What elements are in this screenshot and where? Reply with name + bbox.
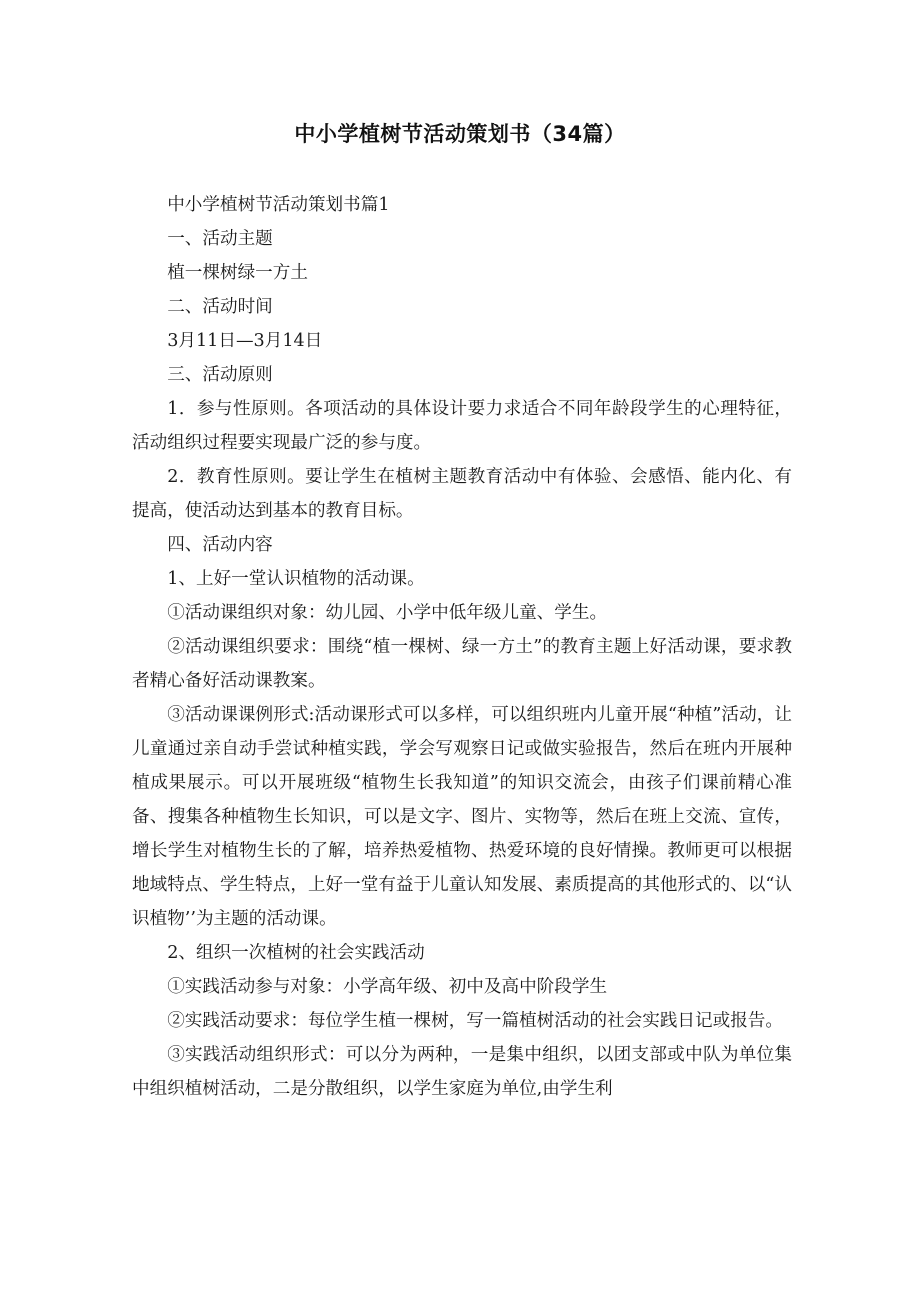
section-heading: 中小学植树节活动策划书篇1 [167,195,390,215]
paragraph: 1、上好一堂认识植物的活动课。 [167,569,425,589]
paragraph: ①实践活动参与对象：小学高年级、初中及高中阶段学生 [167,977,608,997]
paragraph: ③实践活动组织形式：可以分为两种，一是集中组织，以团支部或中队为单位集中组织植树活动，二是分散组织，以学生家庭为单位,由学生利 [132,1045,792,1099]
document-body [132,188,792,1106]
paragraph: ③活动课课例形式:活动课形式可以多样，可以组织班内儿童开展“种植”活动，让儿童通过亲自动手尝试种植实践，学会写观察日记或做实验报告，然后在班内开展种植成果展示。可以开展班级“植物生长我知道”的知识交流会，由孩子们课前精心准备、搜集各种植物生长知识，可以是文字、图片、实物等，然后在班上交流、宣传，增长学生对植物生长的了解，培养热爱植物、热爱环境的良好情操。教师更可以根据地域特点、学生特点，上好一堂有益于儿童认知发展、素质提高的其他形式的、以“认识植物’’为主题的活动课。 [132,705,792,929]
paragraph: 一、活动主题 [167,229,273,249]
paragraph: ②活动课组织要求：围绕“植一棵树、绿一方土”的教育主题上好活动课，要求教者精心备好活动课教案。 [132,637,792,691]
paragraph: ①活动课组织对象：幼儿园、小学中低年级儿童、学生。 [167,603,608,623]
paragraph: 3月11日—3月14日 [167,331,323,351]
paragraph: 二、活动时间 [167,297,273,317]
document-title: 中小学植树节活动策划书（34篇） [294,122,626,146]
paragraph: 2、组织一次植树的社会实践活动 [167,943,425,963]
paragraph: 植一棵树绿一方土 [167,263,308,283]
paragraph: 2．教育性原则。要让学生在植树主题教育活动中有体验、会感悟、能内化、有提高，使活动达到基本的教育目标。 [132,467,792,521]
paragraph: 四、活动内容 [167,535,273,555]
paragraph: 1．参与性原则。各项活动的具体设计要力求适合不同年龄段学生的心理特征，活动组织过程要实现最广泛的参与度。 [132,399,792,453]
paragraph: 三、活动原则 [167,365,273,385]
paragraph: ②实践活动要求：每位学生植一棵树，写一篇植树活动的社会实践日记或报告。 [167,1011,783,1031]
